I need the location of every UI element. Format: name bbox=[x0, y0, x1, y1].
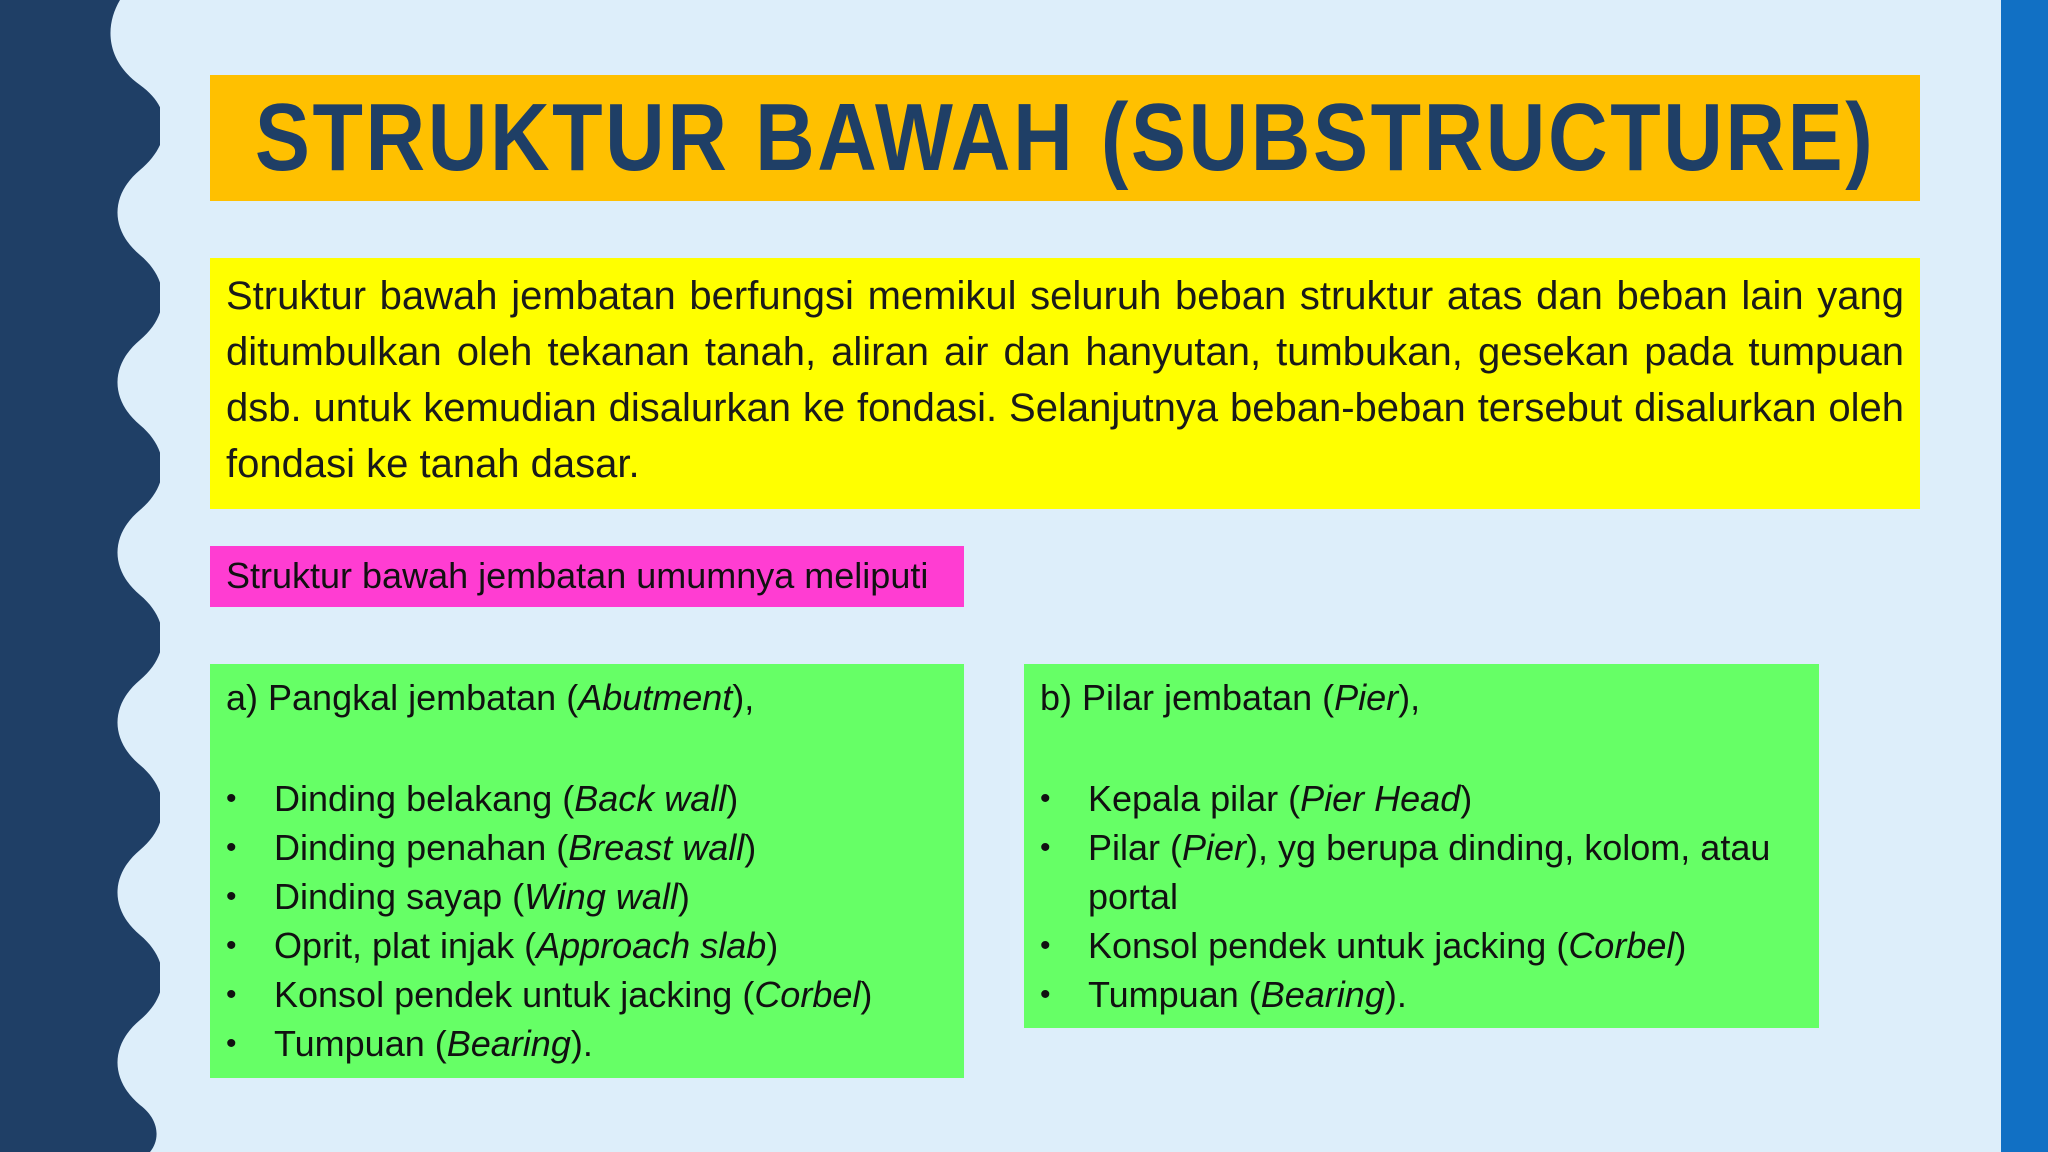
bullet-icon: • bbox=[1040, 978, 1051, 1011]
bullet-icon: • bbox=[226, 978, 237, 1011]
intro-paragraph-box bbox=[210, 258, 1920, 509]
list-item: • Dinding sayap (Wing wall) bbox=[226, 872, 948, 921]
list-item: • Konsol pendek untuk jacking (Corbel) bbox=[1040, 921, 1803, 970]
lead-label-box bbox=[210, 546, 964, 607]
list-item: • Kepala pilar (Pier Head) bbox=[1040, 774, 1803, 823]
pier-list bbox=[1040, 774, 1803, 1019]
bullet-icon: • bbox=[226, 782, 237, 815]
intro-paragraph: Struktur bawah jembatan berfungsi memikul seluruh beban struktur atas dan beban lain yang ditumbulkan oleh tekanan tanah, aliran air dan hanyutan, tumbukan, gesekan pada tumpuan dsb. untuk kemudian disalurkan ke fondasi. Selanjutnya beban-beban tersebut disalurkan oleh fondasi ke tanah dasar. bbox=[226, 274, 1904, 486]
slide-title: STRUKTUR BAWAH (SUBSTRUCTURE) bbox=[254, 84, 1876, 191]
pier-heading: b) Pilar jembatan (Pier), bbox=[1040, 677, 1421, 718]
bullet-icon: • bbox=[226, 831, 237, 864]
lead-label: Struktur bawah jembatan umumnya meliputi bbox=[226, 555, 929, 596]
pier-box bbox=[1024, 664, 1819, 1028]
bullet-icon: • bbox=[1040, 782, 1051, 815]
abutment-box bbox=[210, 664, 964, 1078]
bullet-icon: • bbox=[1040, 831, 1051, 864]
title-banner bbox=[210, 75, 1920, 201]
list-item: • Tumpuan (Bearing). bbox=[226, 1019, 948, 1068]
list-item: • Dinding penahan (Breast wall) bbox=[226, 823, 948, 872]
right-accent-bar bbox=[2001, 0, 2048, 1152]
bullet-icon: • bbox=[226, 880, 237, 913]
abutment-heading: a) Pangkal jembatan (Abutment), bbox=[226, 677, 755, 718]
bullet-icon: • bbox=[226, 1027, 237, 1060]
list-item: • Tumpuan (Bearing). bbox=[1040, 970, 1803, 1019]
bullet-icon: • bbox=[1040, 929, 1051, 962]
abutment-list bbox=[226, 774, 948, 1068]
left-wave-decoration bbox=[0, 0, 160, 1152]
list-item: • Dinding belakang (Back wall) bbox=[226, 774, 948, 823]
list-item: • Konsol pendek untuk jacking (Corbel) bbox=[226, 970, 948, 1019]
bullet-icon: • bbox=[226, 929, 237, 962]
list-item: • Pilar (Pier), yg berupa dinding, kolom, atau portal bbox=[1040, 823, 1803, 921]
list-item: • Oprit, plat injak (Approach slab) bbox=[226, 921, 948, 970]
